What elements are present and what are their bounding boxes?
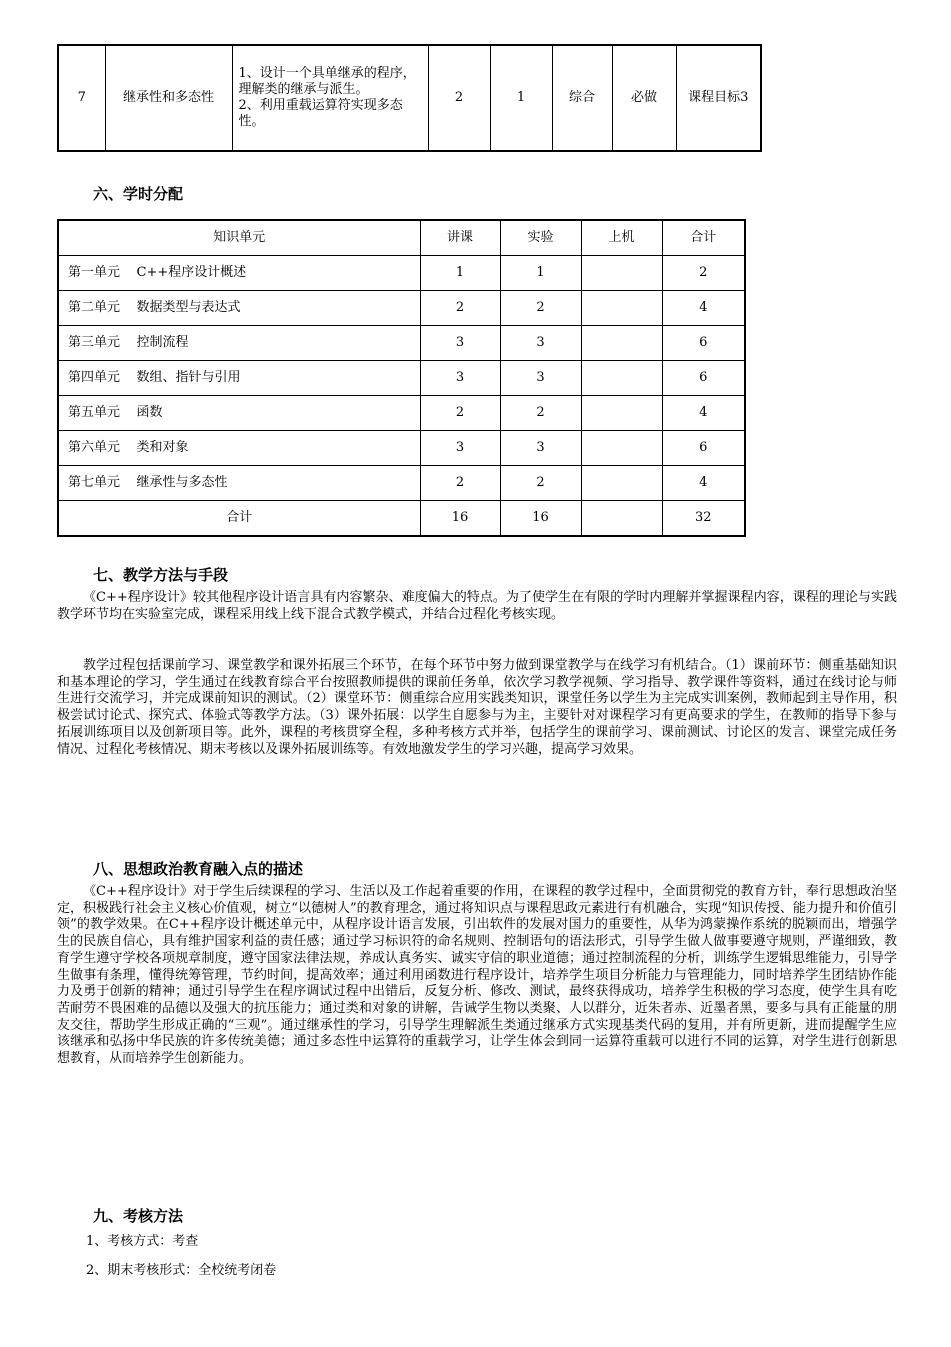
header-lab: 实验 <box>500 220 581 256</box>
unit-cell: 第三单元 控制流程 <box>58 326 420 361</box>
hours-table <box>57 219 746 537</box>
total-sum: 32 <box>662 501 745 537</box>
lecture-cell: 3 <box>420 431 500 466</box>
lab-cell: 1 <box>500 256 581 291</box>
experiment-content-text: 1、设计一个具单继承的程序，理解类的继承与派生。 2、利用重载运算符实现多态性。 <box>238 66 416 129</box>
lab-cell: 2 <box>500 466 581 501</box>
total-cell: 4 <box>662 396 745 431</box>
assessment-item: 2、期末考核形式：全校统考闭卷 <box>86 1263 277 1278</box>
table-row <box>58 396 745 431</box>
total-label: 合计 <box>58 501 420 537</box>
section7-paragraph-2: 教学过程包括课前学习、课堂教学和课外拓展三个环节，在每个环节中努力做到课堂教学与在线学习有机结合。（1）课前环节：侧重基础知识和基本理论的学习，学生通过在线教育综合平台按照教师提供的课前任务单，依次学习教学视频、学习指导、教学课件等资料，通过在线讨论与师生进行交流学习，并完成课前知识的测试。（2）课堂环节：侧重综合应用实践类知识，课堂任务以学生为主完成实训案例，教师起到主导作用，积极尝试讨论式、探究式、体验式等教学方法。（3）课外拓展：以学生自愿参与为主，主要针对对课程学习有更高要求的学生，在教师的指导下参与拓展训练项目以及创新项目等。此外，课程的考核贯穿全程，多种考核方式并举，包括学生的课前学习、课前测试、讨论区的发言、课堂完成任务情况、过程化考核情况、期末考核以及课外拓展训练等。有效地激发学生的学习兴趣，提高学习效果。 <box>57 658 897 757</box>
table-row <box>58 431 745 466</box>
lecture-cell: 3 <box>420 326 500 361</box>
computer-cell <box>581 326 662 361</box>
computer-cell <box>581 466 662 501</box>
unit-cell: 第二单元 数据类型与表达式 <box>58 291 420 326</box>
unit-cell: 第七单元 继承性与多态性 <box>58 466 420 501</box>
lecture-cell: 2 <box>420 466 500 501</box>
total-lab: 16 <box>500 501 581 537</box>
total-cell: 2 <box>662 256 745 291</box>
table-row <box>58 291 745 326</box>
table-row <box>58 466 745 501</box>
lab-cell: 3 <box>500 431 581 466</box>
experiment-goal: 课程目标3 <box>676 45 761 151</box>
table-row <box>58 326 745 361</box>
header-lecture: 讲课 <box>420 220 500 256</box>
computer-cell <box>581 396 662 431</box>
experiment-table <box>57 44 762 152</box>
section7-paragraph-1: 《C++程序设计》较其他程序设计语言具有内容繁杂、难度偏大的特点。为了使学生在有限的学时内理解并掌握课程内容，课程的理论与实践教学环节均在实验室完成，课程采用线上线下混合式教学模式，并结合过程化考核实现。 <box>57 590 897 622</box>
section8-paragraph: 《C++程序设计》对于学生后续课程的学习、生活以及工作起着重要的作用，在课程的教学过程中，全面贯彻党的教育方针，奉行思想政治坚定，积极践行社会主义核心价值观，树立“以德树人”的教育理念，通过将知识点与课程思政元素进行有机融合，实现“知识传授、能力提升和价值引领”的教学效果。在C++程序设计概述单元中，从程序设计语言发展，引出软件的发展对国力的重要性，从华为鸿蒙操作系统的脱颖而出，增强学生的民族自信心，具有维护国家利益的责任感；通过学习标识符的命名规则、控制语句的语法形式，引导学生做人做事要遵守规则，严谨细致，教育学生遵守学校各项规章制度，遵守国家法律法规，养成认真务实、诚实守信的职业道德；通过控制流程的分析，训练学生逻辑思维能力，引导学生做事有条理，懂得统筹管理，节约时间，提高效率；通过利用函数进行程序设计，培养学生项目分析能力与管理能力，同时培养学生团结协作能力及勇于创新的精神；通过引导学生在程序调试过程中出错后，反复分析、修改、测试，最终获得成功，培养学生积极的学习态度，使学生具有吃苦耐劳不畏困难的品德以及强大的抗压能力；通过类和对象的讲解，告诫学生物以类聚、人以群分，近朱者赤、近墨者黑，要多与具有正能量的朋友交往，帮助学生形成正确的“三观”。通过继承性的学习，引导学生理解派生类通过继承方式实现基类代码的复用，并有所更新，进而提醒学生应该继承和弘扬中华民族的许多传统美德；通过多态性中运算符的重载学习，让学生体会到同一运算符重载可以进行不同的运算，对学生进行创新思想教育，从而培养学生创新能力。 <box>57 884 897 1067</box>
header-total: 合计 <box>662 220 745 256</box>
lecture-cell: 3 <box>420 361 500 396</box>
experiment-type: 综合 <box>552 45 612 151</box>
unit-cell: 第六单元 类和对象 <box>58 431 420 466</box>
table-row <box>58 45 761 151</box>
computer-cell <box>581 361 662 396</box>
hours-header-row <box>58 220 745 256</box>
experiment-hours: 2 <box>428 45 490 151</box>
lab-cell: 3 <box>500 326 581 361</box>
lecture-cell: 2 <box>420 291 500 326</box>
computer-cell <box>581 431 662 466</box>
total-computer <box>581 501 662 537</box>
total-cell: 6 <box>662 431 745 466</box>
lecture-cell: 2 <box>420 396 500 431</box>
computer-cell <box>581 291 662 326</box>
experiment-content <box>232 45 428 151</box>
total-cell: 6 <box>662 361 745 396</box>
section8-heading: 八、思想政治教育融入点的描述 <box>93 860 304 878</box>
header-computer: 上机 <box>581 220 662 256</box>
total-cell: 6 <box>662 326 745 361</box>
experiment-name: 继承性和多态性 <box>105 45 232 151</box>
unit-cell: 第四单元 数组、指针与引用 <box>58 361 420 396</box>
total-lecture: 16 <box>420 501 500 537</box>
lecture-cell: 1 <box>420 256 500 291</box>
table-row <box>58 256 745 291</box>
row-number: 7 <box>58 45 105 151</box>
lab-cell: 3 <box>500 361 581 396</box>
unit-cell: 第一单元 C++程序设计概述 <box>58 256 420 291</box>
total-cell: 4 <box>662 466 745 501</box>
experiment-requirement: 必做 <box>612 45 676 151</box>
table-row <box>58 361 745 396</box>
hours-total-row <box>58 501 745 537</box>
experiment-groups: 1 <box>490 45 552 151</box>
lab-cell: 2 <box>500 396 581 431</box>
section7-heading: 七、教学方法与手段 <box>93 566 229 584</box>
computer-cell <box>581 256 662 291</box>
header-unit: 知识单元 <box>58 220 420 256</box>
section6-heading: 六、学时分配 <box>93 185 184 203</box>
total-cell: 4 <box>662 291 745 326</box>
section9-heading: 九、考核方法 <box>93 1207 184 1225</box>
lab-cell: 2 <box>500 291 581 326</box>
assessment-item: 1、考核方式：考查 <box>86 1234 199 1249</box>
unit-cell: 第五单元 函数 <box>58 396 420 431</box>
